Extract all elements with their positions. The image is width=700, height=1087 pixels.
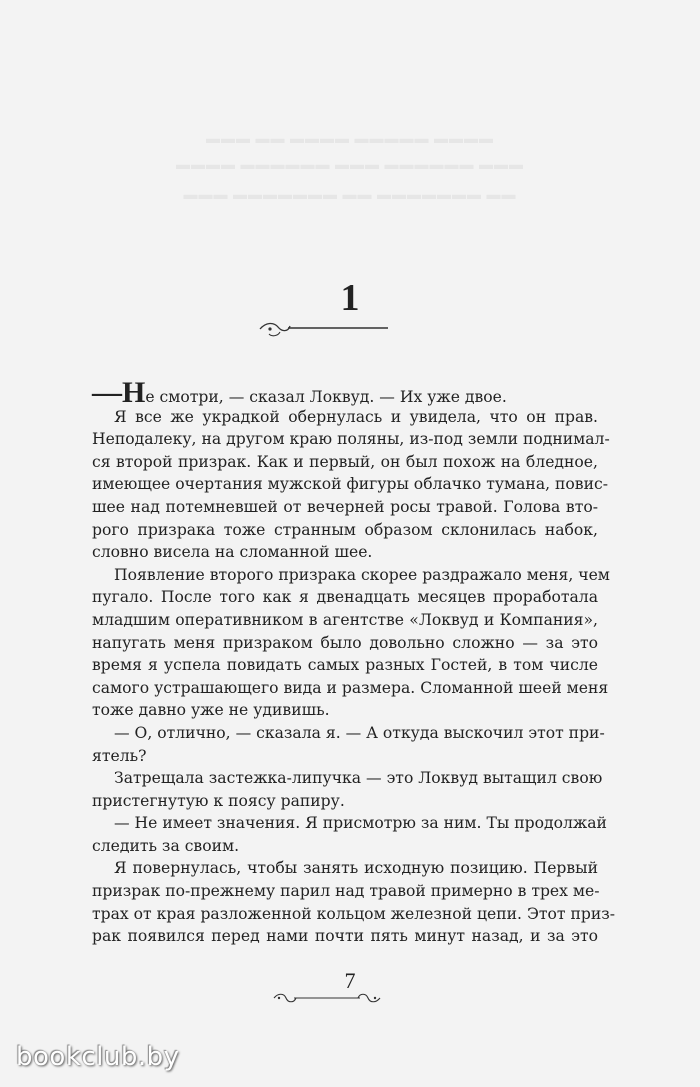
text-line: младшим оперативником в агентстве «Локвуд и Компания», [92,610,598,629]
text-line: Появление второго призрака скорее раздражало меня, чем [114,565,610,584]
text-line [92,376,598,409]
text-line: Затрещала застежка-липучка — это Локвуд вытащил свою [114,769,603,788]
show-through-text: ▬▬▬ ▬▬▬▬▬▬▬ ▬▬ ▬▬▬▬▬▬▬ ▬▬ [183,188,517,203]
show-through-text: ▬▬▬▬ ▬▬▬▬▬▬ ▬▬▬ ▬▬▬▬▬▬ ▬▬▬ [176,158,524,173]
text-line: Неподалеку, на другом краю поляны, из-под земли поднимал- [92,430,610,449]
text-line: время я успела повидать самых разных Гостей, в том числе [92,656,598,675]
watermark: bookclub.by [16,1042,180,1072]
text-line: шее над потемневшей от вечерней росы травой. Голова вто- [92,497,598,516]
page-number-ornament [272,990,382,1006]
text-line: Я все же украдкой обернулась и увидела, что он прав. [114,407,598,426]
chapter-body-text [92,376,616,948]
page-number: 7 [344,968,356,993]
text-line: трах от края разложенной кольцом железной цепи. Этот приз- [92,904,616,923]
text-line: словно висела на сломанной шее. [92,543,373,562]
text-line-content: е смотри, — сказал Локвуд. — Их уже двое. [145,388,507,406]
text-line: самого устрашающего вида и размера. Сломанной шеей меня [92,678,609,697]
text-line: следить за своим. [92,836,240,855]
text-line: пристегнутую к поясу рапиру. [92,791,345,810]
text-line: пугало. После того как я двенадцать месяцев проработала [92,588,598,607]
text-line: — О, отлично, — сказала я. — А откуда выскочил этот при- [114,723,605,742]
text-line: призрак по-прежнему парил над травой примерно в трех ме- [92,882,600,901]
text-line: рак появился перед нами почти пять минут назад, и за это [92,927,598,946]
text-line: рого призрака тоже странным образом склонилась набок, [92,520,598,539]
show-through-text: ▬▬▬ ▬▬ ▬▬▬▬ ▬▬▬▬▬ ▬▬▬▬ [206,132,494,147]
chapter-number: 1 [340,277,360,319]
text-line: имеющее очертания мужской фигуры облачко тумана, повис- [92,475,608,494]
text-line: Я повернулась, чтобы занять исходную позицию. Первый [114,859,598,878]
drop-cap: —Н [92,376,146,409]
chapter-flourish-ornament [258,318,390,340]
text-line: — Не имеет значения. Я присмотрю за ним. Ты продолжай [114,814,607,833]
text-line: тоже давно уже не удивишь. [92,701,330,720]
text-line: напугать меня призраком было довольно сложно — за это [92,633,598,652]
text-line: ятель? [92,746,147,765]
text-line: ся второй призрак. Как и первый, он был похож на бледное, [92,452,598,471]
